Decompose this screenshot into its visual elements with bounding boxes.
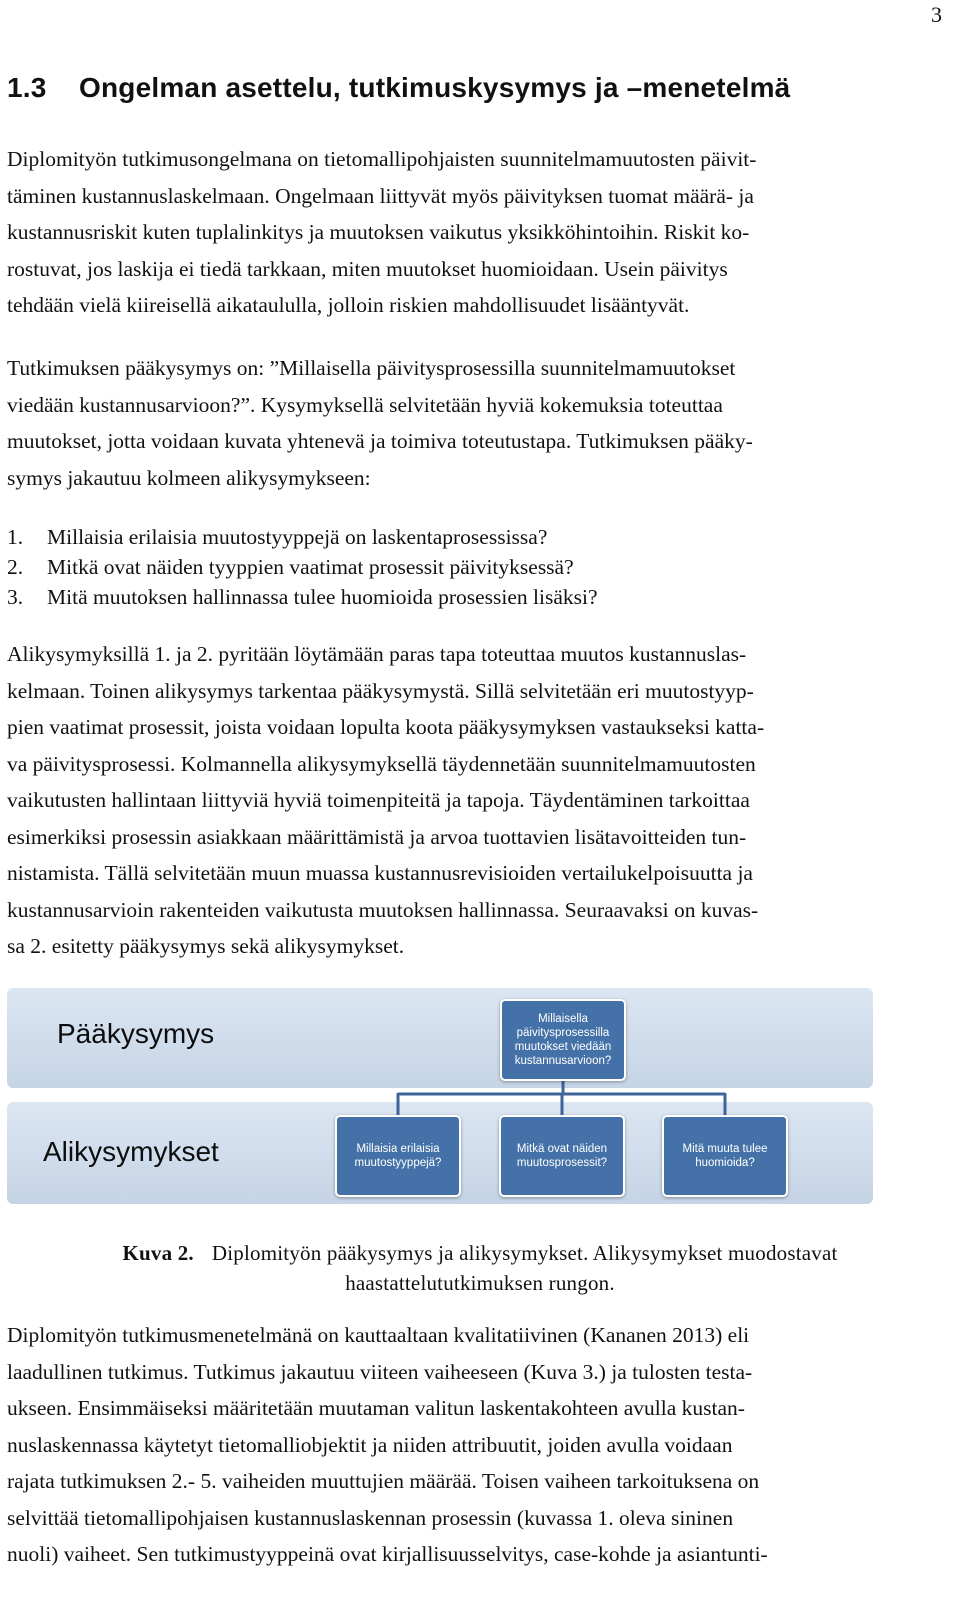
node-text-line: kustannusarvioon? [514,1055,612,1067]
node-text-line: Millaisia erilaisia [356,1143,440,1155]
node-text-line: muutokset viedään [514,1041,612,1053]
list-item [7,552,907,582]
list-item [7,582,907,612]
list-text: Mitä muutoksen hallinnassa tulee huomioida prosessien lisäksi? [47,585,598,609]
text-line: kustannusarvioin rakenteiden vaikutusta muutoksen hallinnassa. Seuraavaksi on kuvas- [7,897,759,922]
band-label-main: Pääkysymys [57,1018,215,1049]
node-text-line: Mitkä ovat näiden [516,1143,608,1155]
subquestion-node-3 [662,1115,788,1197]
list-number: 1. [7,525,24,549]
node-text-line: Millaisella [538,1013,588,1025]
text-line: rajata tutkimuksen 2.- 5. vaiheiden muuttujien määrää. Toisen vaiheen tarkoituksena on [7,1469,760,1493]
text-line: Diplomityön tutkimusmenetelmänä on kauttaaltaan kvalitatiivinen (Kananen 2013) eli [7,1323,750,1347]
subquestion-node-2 [499,1115,625,1197]
list-item [7,522,907,552]
node-text-line: muutostyyppejä? [354,1157,442,1169]
paragraph-method [7,1317,935,1573]
text-line: esimerkiksi prosessin asiakkaan määrittämistä ja arvoa tuottavien lisätavoitteiden tun- [7,824,747,849]
subquestion-list [7,522,907,612]
text-line: Tutkimuksen pääkysymys on: ”Millaisella päivitysprosessilla suunnitelmamuutokset [7,356,736,380]
text-line: tehdään vielä kiireisellä aikataululla, jolloin riskien mahdollisuudet lisääntyvät. [7,293,690,317]
subquestion-node-1 [335,1115,461,1197]
text-line: kelmaan. Toinen alikysymys tarkentaa pääkysymystä. Sillä selvitetään eri muutostyyp- [7,678,754,703]
text-line: muutokset, jotta voidaan kuvata yhtenevä ja toimiva toteutustapa. Tutkimuksen pääky- [7,429,753,453]
text-line: nuoli) vaiheet. Sen tutkimustyyppeinä ovat kirjallisuusselvitys, case-kohde ja asiantunti- [7,1542,768,1566]
list-text: Millaisia erilaisia muutostyyppejä on laskentaprosessissa? [47,525,548,549]
caption-text-line: Diplomityön pääkysymys ja alikysymykset. Alikysymykset muodostavat [211,1241,838,1265]
node-text-line: päivitysprosessilla [516,1027,610,1039]
text-line: pien vaatimat prosessit, joista voidaan lopulta koota pääkysymyksen vastaukseksi katta- [7,715,765,739]
main-question-node [500,999,626,1081]
band-label-sub: Alikysymykset [43,1136,219,1167]
text-line: ukseen. Ensimmäiseksi määritetään muutaman valitun laskentakohteen avulla kustan- [7,1396,745,1420]
list-number: 2. [7,555,24,579]
list-text: Mitkä ovat näiden tyyppien vaatimat prosessit päivityksessä? [47,555,574,579]
paragraph-subquestions [7,636,935,965]
node-text-line: Mitä muuta tulee [682,1143,768,1155]
text-line: nuslaskennassa käytetyt tietomalliobjektit ja niiden attribuutit, joiden avulla voidaan [7,1432,733,1457]
text-line: symys jakautuu kolmeen alikysymykseen: [7,465,371,490]
paragraph-main-question [7,350,935,496]
node-text-line: huomioida? [695,1157,755,1169]
question-hierarchy-diagram [7,988,873,1204]
text-line: viedään kustannusarvioon?”. Kysymyksellä selvitetään hyviä kokemuksia toteuttaa [7,392,723,417]
text-line: laadullinen tutkimus. Tutkimus jakautuu viiteen vaiheeseen (Kuva 3.) ja tulosten testa- [7,1359,753,1384]
paragraph-problem [7,141,935,324]
text-line: Diplomityön tutkimusongelmana on tietomallipohjaisten suunnitelmamuutosten päivit- [7,147,757,171]
section-heading [7,72,790,104]
text-line: rostuvat, jos laskija ei tiedä tarkkaan, miten muutokset huomioidaan. Usein päivitys [7,256,728,281]
node-text-line: muutosprosessit? [516,1157,608,1169]
text-line: nistamista. Tällä selvitetään muun muassa kustannusrevisioiden vertailukelpoisuutta ja [7,861,753,885]
text-line: selvittää tietomallipohjaisen kustannuslaskennan prosessin (kuvassa 1. oleva sininen [7,1505,734,1530]
text-line: sa 2. esitetty pääkysymys sekä alikysymykset. [7,934,405,958]
caption-label: Kuva 2. [122,1241,194,1265]
section-title: Ongelman asettelu, tutkimuskysymys ja –menetelmä [79,72,791,103]
text-line: täminen kustannuslaskelmaan. Ongelmaan liittyvät myös päivityksen tuomat määrä- ja [7,183,754,208]
list-number: 3. [7,585,24,609]
text-line: va päivitysprosessi. Kolmannella alikysymyksellä täydennetään suunnitelmamuutosten [7,751,756,776]
figure-caption [0,1238,960,1298]
caption-text-line: haastattelututkimuksen rungon. [345,1271,615,1295]
text-line: vaikutusten hallintaan liittyviä hyviä toimenpiteitä ja tapoja. Täydentäminen tarkoittaa [7,788,750,812]
text-line: Alikysymyksillä 1. ja 2. pyritään löytämään paras tapa toteuttaa muutos kustannuslas- [7,642,747,666]
page-number: 3 [931,2,942,27]
text-line: kustannusriskit kuten tuplalinkitys ja muutoksen vaikutus yksikköhintoihin. Riskit ko- [7,220,750,244]
section-number: 1.3 [7,72,47,103]
